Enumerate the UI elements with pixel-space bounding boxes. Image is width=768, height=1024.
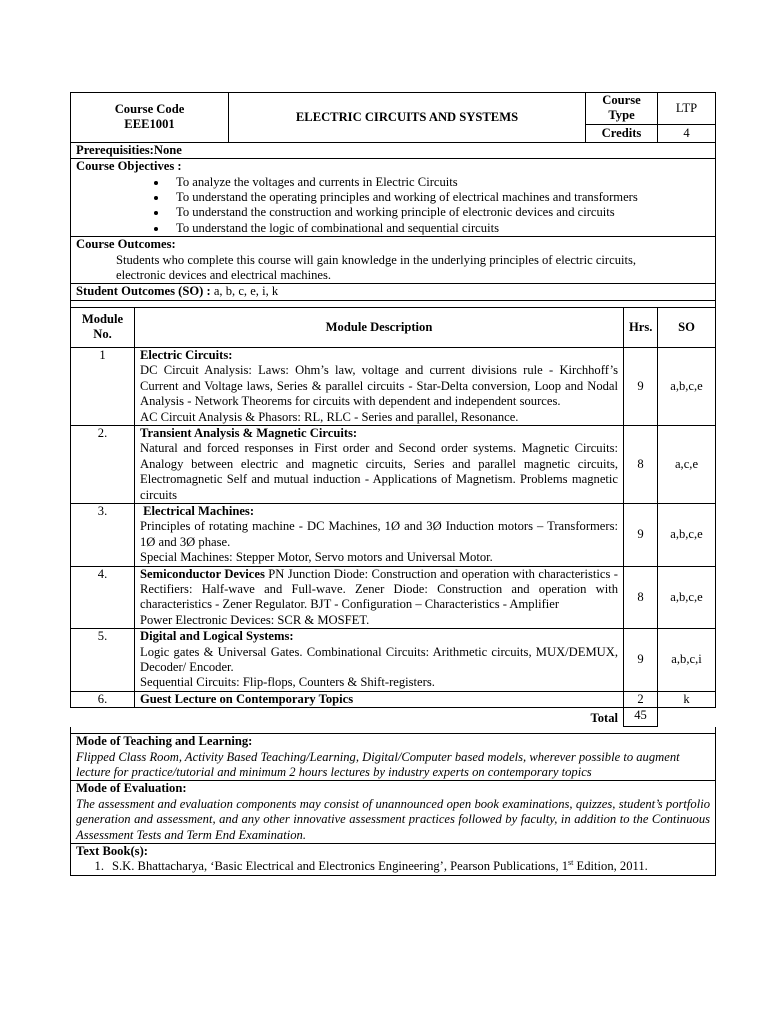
course-code-label: Course Code xyxy=(114,102,185,116)
syllabus-page xyxy=(70,92,715,876)
student-outcomes-value: a, b, c, e, i, k xyxy=(213,284,279,299)
objective-item: • To understand the operating principles and working of electrical machines and transformers xyxy=(168,190,710,205)
module-row xyxy=(71,629,716,692)
module-row xyxy=(71,425,716,503)
module-row xyxy=(71,691,716,707)
evaluation-heading: Mode of Evaluation: xyxy=(76,781,187,796)
module-text: Principles of rotating machine - DC Machines, 1Ø and 3Ø Induction motors – Transformers: 1Ø and 3Ø phase. xyxy=(140,519,618,549)
total-row xyxy=(71,708,716,727)
objectives-heading: Course Objectives : xyxy=(76,159,182,174)
textbook-sup: st xyxy=(568,858,574,868)
course-code: EEE1001 xyxy=(124,117,175,132)
module-text-inline: PN Junction Diode: Construction and operation with characteristics - Rectifiers: Half-wave and Full-wave. Zener Diode: Construction and operation with characteristics - Zener Regulator. BJT - Configuration – Characteristics - Amplifier xyxy=(140,566,618,612)
module-title: Guest Lecture on Contemporary Topics xyxy=(135,691,624,707)
module-so: a,b,c,e xyxy=(658,566,716,629)
module-text: DC Circuit Analysis: Laws: Ohm’s law, voltage and current divisions rule - Kirchhoff’s Current and Voltage laws, Series & parallel circuits - Star-Delta conversion, Loop and Nodal Analysis - Network Theorems for circuits with dependent and independent sources. xyxy=(140,363,618,409)
module-text: Natural and forced responses in First order and Second order systems. Magnetic Circuits: Analogy between electric and magnetic circuits, Series and parallel magnetic circuits, Electromagnetic Self and mutual induction - Applications of Magnetism. Problems magnetic circuits xyxy=(140,441,618,502)
module-text: AC Circuit Analysis & Phasors: RL, RLC - Series and parallel, Resonance. xyxy=(140,409,519,424)
teaching-text: Flipped Class Room, Activity Based Teaching/Learning, Digital/Computer based models, wherever possible to augment lecture for practice/tutorial and minimum 2 hours lectures by industry experts on contemporary topics xyxy=(76,749,680,779)
course-code-cell xyxy=(71,93,229,143)
module-hours: 8 xyxy=(624,425,658,503)
module-no-header: Module No. xyxy=(71,307,135,347)
module-so: k xyxy=(658,691,716,707)
mode-of-evaluation xyxy=(71,781,716,844)
module-number: 6. xyxy=(71,691,135,707)
module-text: Power Electronic Devices: SCR & MOSFET. xyxy=(140,612,370,627)
textbook-item xyxy=(76,859,710,874)
module-number: 2. xyxy=(71,425,135,503)
module-title: Electrical Machines: xyxy=(140,503,255,518)
student-outcomes-label: Student Outcomes (SO) : xyxy=(76,284,211,299)
module-text: Logic gates & Universal Gates. Combinational Circuits: Arithmetic circuits, MUX/DEMUX, Decoder/ Encoder. xyxy=(140,644,618,674)
objective-item: • To understand the logic of combinational and sequential circuits xyxy=(168,221,710,236)
module-description xyxy=(135,503,624,566)
total-value: 45 xyxy=(624,708,658,727)
credits-value: 4 xyxy=(658,124,716,142)
module-description-header: Module Description xyxy=(135,307,624,347)
module-hours: 2 xyxy=(624,691,658,707)
so-header: SO xyxy=(658,307,716,347)
module-row xyxy=(71,566,716,629)
module-hours: 8 xyxy=(624,566,658,629)
outcomes-heading: Course Outcomes: xyxy=(76,237,176,252)
course-title: ELECTRIC CIRCUITS AND SYSTEMS xyxy=(229,93,586,143)
module-so: a,b,c,e xyxy=(658,347,716,425)
ltp-label: LTP xyxy=(658,93,716,125)
course-type-label: Course Type xyxy=(586,93,658,125)
prerequisites: Prerequisities:None xyxy=(71,142,716,158)
module-title: Electric Circuits: xyxy=(140,347,233,362)
course-outcomes xyxy=(71,237,716,284)
module-text: Special Machines: Stepper Motor, Servo motors and Universal Motor. xyxy=(140,550,493,565)
module-hours: 9 xyxy=(624,503,658,566)
outcomes-line-1: Students who complete this course will gain knowledge in the underlying principles of electric circuits, xyxy=(116,252,637,267)
total-label: Total xyxy=(71,708,624,727)
module-text: Sequential Circuits: Flip-flops, Counters & Shift-registers. xyxy=(140,675,435,690)
module-title: Semiconductor Devices xyxy=(140,566,265,581)
module-row xyxy=(71,347,716,425)
hrs-header: Hrs. xyxy=(624,307,658,347)
mode-of-teaching xyxy=(71,734,716,781)
module-number: 1 xyxy=(71,347,135,425)
objective-item: • To understand the construction and working principle of electronic devices and circuits xyxy=(168,205,710,220)
module-hours: 9 xyxy=(624,347,658,425)
textbook-text xyxy=(112,859,648,874)
outcomes-line-2: electronic devices and electrical machines. xyxy=(116,268,332,283)
module-number: 3. xyxy=(71,503,135,566)
module-description xyxy=(135,629,624,692)
teaching-heading: Mode of Teaching and Learning: xyxy=(76,734,253,749)
student-outcomes xyxy=(71,284,716,300)
syllabus-table xyxy=(70,92,716,876)
module-title: Digital and Logical Systems: xyxy=(140,629,294,644)
module-description xyxy=(135,347,624,425)
module-description xyxy=(135,566,624,629)
module-text xyxy=(140,567,618,613)
module-title: Transient Analysis & Magnetic Circuits: xyxy=(140,425,358,440)
total-empty xyxy=(658,708,716,727)
textbook-text-b: Edition, 2011. xyxy=(573,859,648,874)
module-so: a,b,c,e xyxy=(658,503,716,566)
module-number: 5. xyxy=(71,629,135,692)
text-books xyxy=(71,843,716,875)
objective-item: • To analyze the voltages and currents in Electric Circuits xyxy=(168,175,710,190)
module-row xyxy=(71,503,716,566)
credits-label: Credits xyxy=(586,124,658,142)
module-so: a,c,e xyxy=(658,425,716,503)
module-hours: 9 xyxy=(624,629,658,692)
textbook-number: 1. xyxy=(94,859,104,874)
module-so: a,b,c,i xyxy=(658,629,716,692)
module-description xyxy=(135,425,624,503)
course-objectives xyxy=(71,159,716,237)
module-number: 4. xyxy=(71,566,135,629)
textbook-text-a: S.K. Bhattacharya, ‘Basic Electrical and Electronics Engineering’, Pearson Publications, 1 xyxy=(112,859,569,874)
textbooks-heading: Text Book(s): xyxy=(76,843,148,858)
evaluation-text: The assessment and evaluation components may consist of unannounced open book examinations, quizzes, student’s portfolio generation and assessment, and any other innovative assessment practices followed by faculty, in addition to the Continuous Assessment Tests and Term End Examination. xyxy=(76,796,711,842)
